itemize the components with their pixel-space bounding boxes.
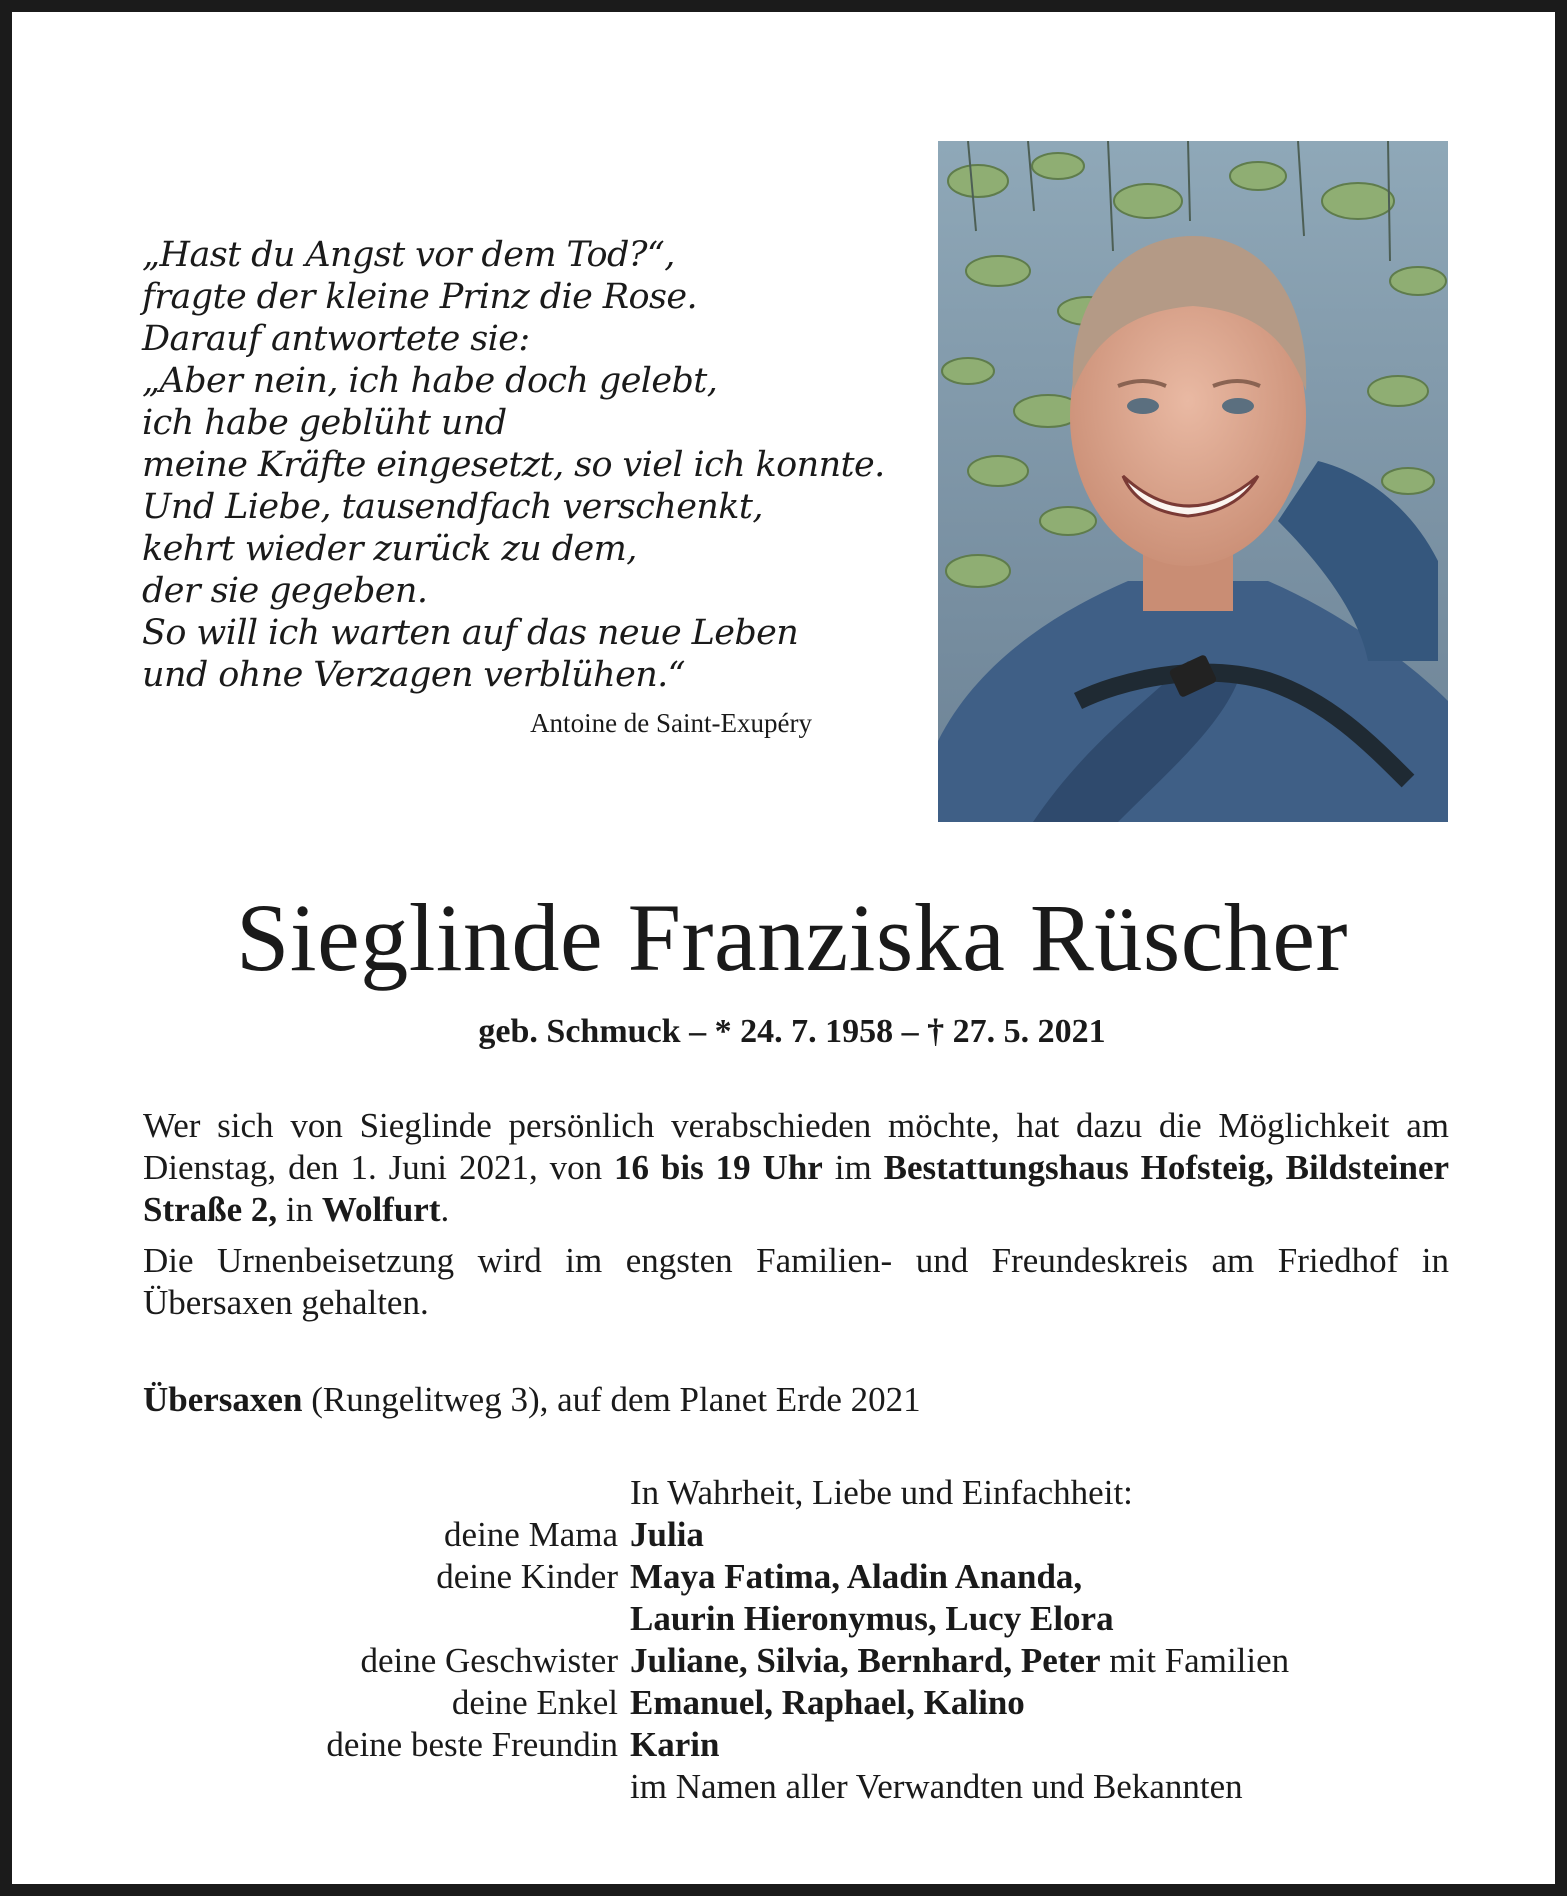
family-row [212,1556,1452,1598]
family-names: Emanuel, Raphael, Kalino [630,1683,1025,1722]
quote-line: kehrt wieder zurück zu dem, [142,529,637,569]
quote-line: So will ich warten auf das neue Leben [142,613,799,653]
family-names: Julia [630,1515,704,1554]
family-relation: deine Mama [444,1515,618,1554]
farewell-venue: Bestattungshaus Hofsteig, Bildsteiner Straße 2, [143,1148,1450,1229]
portrait-illustration [938,141,1448,822]
quote-line: „Hast du Angst vor dem Tod?“, [142,235,675,275]
family-relation [212,1472,630,1514]
quote-line: „Aber nein, ich habe doch gelebt, [142,361,718,401]
family-closing: im Namen aller Verwandten und Bekannten [630,1767,1243,1806]
family-row [212,1640,1452,1682]
quote-line: Darauf antwortete sie: [142,319,530,359]
quote-line: der sie gegeben. [142,571,428,611]
family-relation: deine Kinder [436,1557,618,1596]
place-rest: (Rungelitweg 3), auf dem Planet Erde 2021 [302,1380,921,1419]
family-names: Laurin Hieronymus, Lucy Elora [630,1599,1114,1638]
family-relation [212,1766,630,1808]
farewell-town: Wolfurt [321,1190,441,1229]
family-relation [212,1598,630,1640]
life-dates: geb. Schmuck – * 24. 7. 1958 – † 27. 5. 2021 [478,1013,1106,1050]
farewell-paragraph [143,1105,1449,1231]
quote-line: meine Kräfte eingesetzt, so viel ich konnte. [142,445,885,485]
family-closing-row [212,1766,1452,1808]
burial-paragraph: Die Urnenbeisetzung wird im engsten Familien- und Freundeskreis am Friedhof in Übersaxen gehalten. [143,1241,1449,1322]
quote-line: und ohne Verzagen verblühen.“ [142,655,685,695]
family-intro-row [212,1472,1452,1514]
portrait-photo [938,141,1448,822]
farewell-text: Wer sich von Sieglinde persönlich verabschieden möchte, hat dazu die Möglichkeit am Dienstag, den 1. Juni 2021, von [143,1106,1449,1187]
farewell-text: . [440,1190,450,1229]
farewell-text: im [822,1148,884,1187]
quote-author: Antoine de Saint-Exupéry [530,708,812,738]
family-relation: deine Enkel [451,1683,618,1722]
family-relation: deine Geschwister [360,1641,618,1680]
family-intro: In Wahrheit, Liebe und Einfachheit: [630,1473,1133,1512]
farewell-time: 16 bis 19 Uhr [614,1148,823,1187]
family-names: Karin [630,1725,720,1764]
quote-line: Und Liebe, tausendfach verschenkt, [142,487,763,527]
place-line [143,1379,1449,1421]
farewell-text: in [277,1190,322,1229]
family-row [212,1724,1452,1766]
family-names: Maya Fatima, Aladin Ananda, [630,1557,1083,1596]
quote-line: fragte der kleine Prinz die Rose. [142,277,697,317]
family-relation: deine beste Freundin [326,1725,618,1764]
place-town: Übersaxen [143,1380,303,1419]
family-row [212,1682,1452,1724]
family-row [212,1598,1452,1640]
family-names: Juliane, Silvia, Bernhard, Peter mit Familien [630,1641,1290,1680]
poem-quote [142,234,885,696]
family-list [212,1472,1452,1808]
family-row [212,1514,1452,1556]
quote-line: ich habe geblüht und [142,403,507,443]
deceased-name: Sieglinde Franziska Rüscher [236,884,1348,991]
